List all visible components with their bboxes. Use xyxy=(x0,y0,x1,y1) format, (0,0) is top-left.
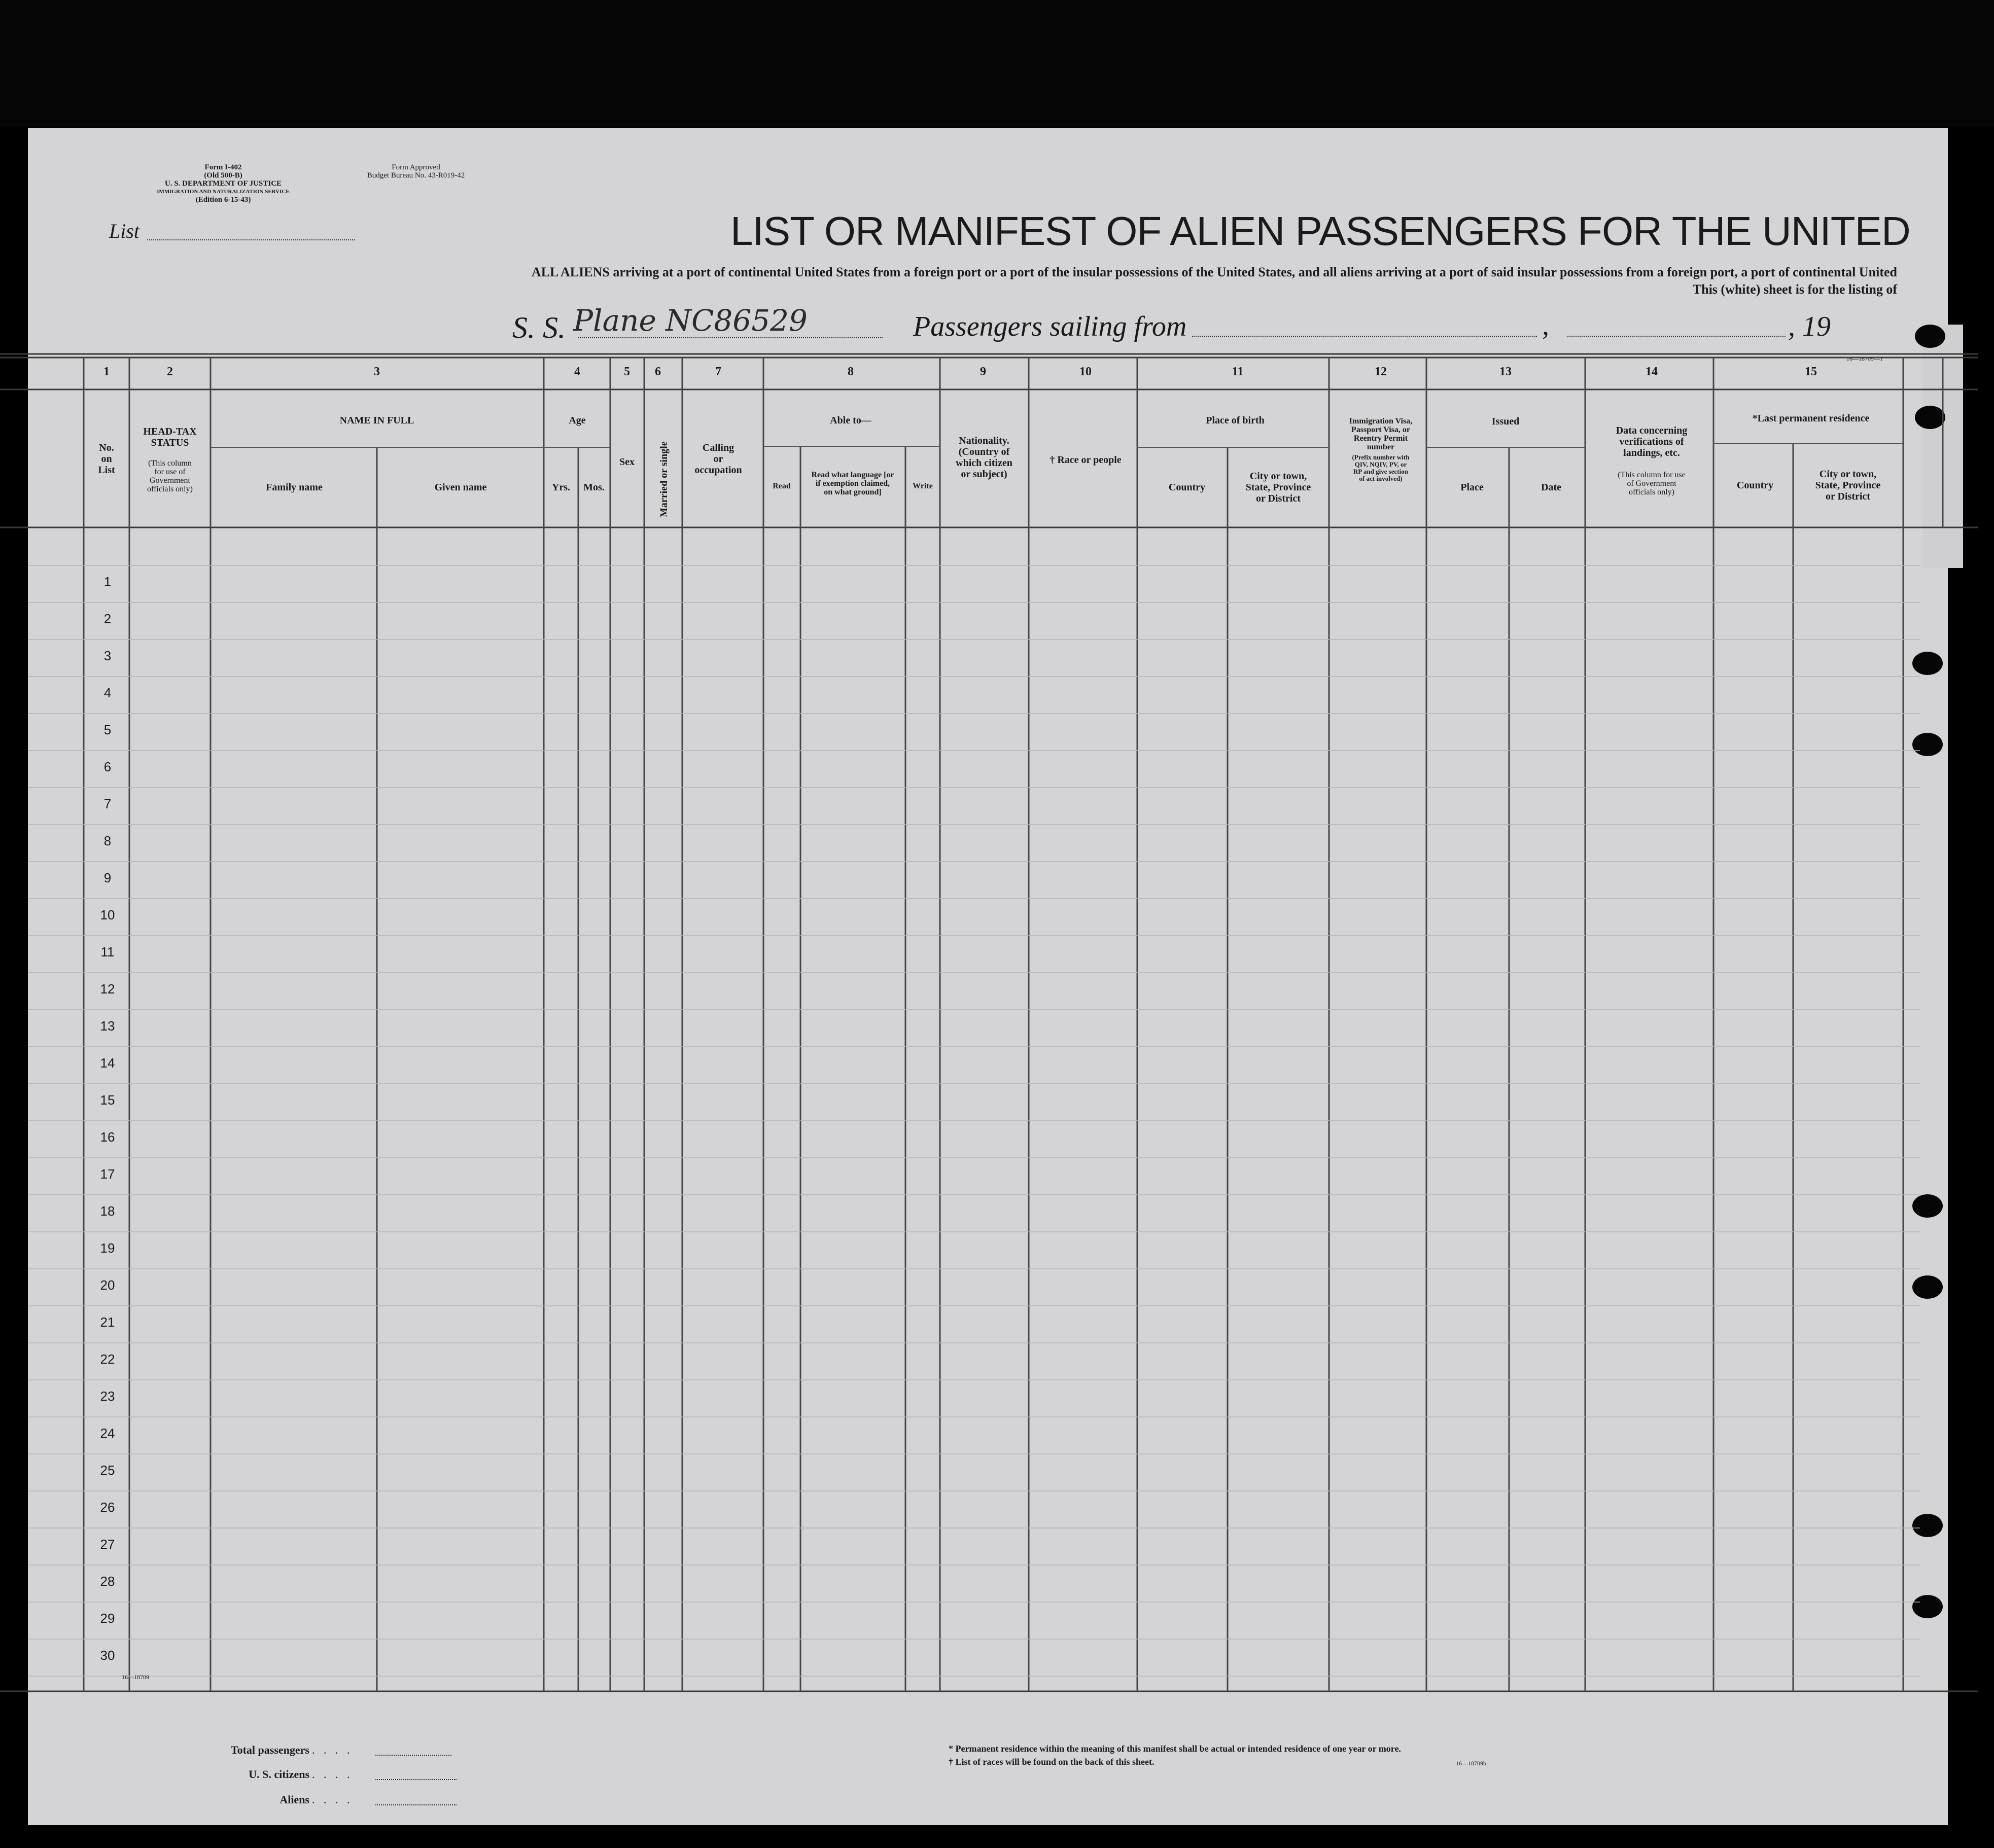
row-number: 29 xyxy=(100,1611,115,1626)
header-given-name: Given name xyxy=(434,482,487,493)
form-number: Form I-402 xyxy=(204,163,242,171)
column-number: 1 xyxy=(103,365,110,378)
header-read-language: Read what language [or if exemption claimed, on what ground] xyxy=(811,471,894,496)
column-number: 10 xyxy=(1079,365,1092,378)
aliens-label: Aliens xyxy=(279,1793,309,1806)
header-write: Write xyxy=(913,482,933,490)
department-name: U. S. DEPARTMENT OF JUSTICE xyxy=(164,180,282,188)
header-age-mos: Mos. xyxy=(583,482,605,493)
column-number: 14 xyxy=(1646,365,1658,378)
header-birth-country: Country xyxy=(1168,482,1206,493)
column-number: 13 xyxy=(1499,365,1512,378)
row-number: 2 xyxy=(103,611,112,626)
column-number: 4 xyxy=(574,365,580,378)
header-data-note: (This column for use of Government officials only) xyxy=(1618,471,1686,496)
row-number: 25 xyxy=(100,1463,115,1478)
header-calling-occupation: Calling or occupation xyxy=(694,442,742,476)
sailing-date-line xyxy=(1567,336,1786,337)
ss-label: S. S. xyxy=(512,311,566,344)
column-number: 12 xyxy=(1375,365,1387,378)
row-number: 8 xyxy=(103,833,112,848)
torn-right-edge xyxy=(1922,325,1963,568)
manifest-sheet xyxy=(28,128,1948,1825)
races-note: † List of races will be found on the back of this sheet. xyxy=(949,1757,1155,1767)
form-edition: (Edition 6-15-43) xyxy=(195,196,251,204)
row-number: 16 xyxy=(100,1129,115,1145)
total-passengers-line xyxy=(375,1755,451,1756)
header-residence-city: City or town, State, Province or District xyxy=(1815,469,1881,502)
row-number: 30 xyxy=(100,1648,115,1663)
header-able-to: Able to— xyxy=(830,415,871,426)
column-number: 2 xyxy=(167,365,173,378)
binder-hole xyxy=(1912,652,1943,675)
total-passengers-label: Total passengers xyxy=(230,1744,309,1756)
row-number: 4 xyxy=(103,685,112,700)
form-code: 16—18709—1 xyxy=(1846,355,1883,362)
row-number: 22 xyxy=(100,1352,115,1367)
header-residence-country: Country xyxy=(1736,480,1774,491)
binder-hole xyxy=(1912,1194,1943,1218)
binder-hole xyxy=(1915,325,1945,348)
ss-line xyxy=(578,337,883,338)
bottom-form-code: 16—18709 xyxy=(122,1674,149,1681)
row-number: 17 xyxy=(100,1166,115,1182)
sailing-port-line xyxy=(1192,336,1537,337)
row-number: 6 xyxy=(103,759,112,774)
column-number: 8 xyxy=(848,365,854,378)
aliens-line xyxy=(375,1804,457,1805)
header-issued: Issued xyxy=(1491,416,1520,427)
column-number: 5 xyxy=(624,365,630,378)
header-issued-date: Date xyxy=(1541,482,1561,493)
header-birth-city: City or town, State, Province or District xyxy=(1245,471,1311,504)
budget-bureau-number: Budget Bureau No. 43-R019-42 xyxy=(367,171,465,180)
form-approval xyxy=(330,163,502,180)
dots: . . . . xyxy=(312,1744,353,1756)
form-old-number: (Old 500-B) xyxy=(204,171,242,180)
row-number: 9 xyxy=(103,870,112,885)
header-head-tax-status: HEAD-TAX STATUS xyxy=(143,426,197,448)
header-head-tax-note: (This column for use of Government officials only) xyxy=(147,459,193,493)
column-number: 6 xyxy=(655,365,661,378)
permanent-residence-note: * Permanent residence within the meaning of this manifest shall be actual or intended residence of one year or more. xyxy=(949,1744,1401,1754)
binder-hole xyxy=(1915,406,1945,429)
passengers-sailing-label: Passengers sailing from xyxy=(913,311,1187,342)
form-identifier xyxy=(96,163,350,204)
header-family-name: Family name xyxy=(266,482,323,493)
service-name: IMMIGRATION AND NATURALIZATION SERVICE xyxy=(157,189,290,195)
row-number: 14 xyxy=(100,1055,115,1071)
row-number: 26 xyxy=(100,1500,115,1515)
header-sex: Sex xyxy=(619,456,635,468)
row-number: 18 xyxy=(100,1203,115,1219)
header-read: Read xyxy=(773,482,791,490)
row-number: 21 xyxy=(100,1314,115,1330)
binder-hole xyxy=(1912,1595,1943,1618)
row-number: 1 xyxy=(103,574,112,589)
binder-hole xyxy=(1912,1275,1943,1299)
header-age-yrs: Yrs. xyxy=(551,482,571,493)
comma: , xyxy=(1542,310,1549,341)
note-form-code: 16—18709b xyxy=(1456,1760,1486,1767)
header-data-concerning: Data concerning verifications of landings, etc. xyxy=(1616,425,1688,458)
row-number: 10 xyxy=(100,907,115,922)
approval-text: Form Approved xyxy=(392,163,440,171)
dots: . . . . xyxy=(312,1793,353,1806)
row-number: 13 xyxy=(100,1018,115,1034)
scan-top-edge xyxy=(0,0,1994,127)
header-race-or-people: † Race or people xyxy=(1050,454,1122,466)
row-number: 27 xyxy=(100,1537,115,1552)
row-number: 19 xyxy=(100,1240,115,1256)
column-number: 7 xyxy=(715,365,721,378)
column-number: 9 xyxy=(980,365,986,378)
year-label: , 19 xyxy=(1788,311,1831,342)
row-number: 24 xyxy=(100,1426,115,1441)
header-visa-number: Immigration Visa, Passport Visa, or Reentry Permit number xyxy=(1349,417,1413,451)
row-number: 23 xyxy=(100,1389,115,1404)
ss-handwritten-value: Plane NC86529 xyxy=(573,303,808,338)
header-place-of-birth: Place of birth xyxy=(1206,415,1265,426)
row-number: 7 xyxy=(103,796,112,811)
row-number: 15 xyxy=(100,1092,115,1108)
list-number-line xyxy=(147,239,355,240)
header-last-permanent-residence: *Last permanent residence xyxy=(1752,413,1870,424)
column-number: 11 xyxy=(1232,365,1244,378)
manifest-subtitle-continued: This (white) sheet is for the listing of xyxy=(1692,282,1897,297)
manifest-subtitle: ALL ALIENS arriving at a port of continental United States from a foreign port or a port of the insular possessions of the United States, and all aliens arriving at a port of said insular possessions from a foreign port, a port of continental United xyxy=(531,265,1897,279)
row-number: 5 xyxy=(103,722,112,737)
list-label: List xyxy=(109,220,140,242)
header-visa-note: (Prefix number with QIV, NQIV, PV, or RP and give section of act involved) xyxy=(1352,453,1410,482)
header-nationality: Nationality. (Country of which citizen or subject) xyxy=(956,435,1012,480)
header-age: Age xyxy=(569,415,586,426)
row-number: 3 xyxy=(103,648,112,663)
us-citizens-line xyxy=(375,1779,457,1780)
header-no-on-list: No. on List xyxy=(98,442,115,476)
binder-hole xyxy=(1912,1514,1943,1537)
column-number: 3 xyxy=(374,365,380,378)
header-married-or-single: Married or single xyxy=(658,441,670,517)
binder-hole xyxy=(1912,733,1943,756)
us-citizens-label: U. S. citizens xyxy=(249,1768,309,1781)
row-number: 12 xyxy=(100,981,115,997)
manifest-title: LIST OR MANIFEST OF ALIEN PASSENGERS FOR THE UNITED xyxy=(730,208,1910,254)
row-number: 28 xyxy=(100,1574,115,1589)
row-number: 11 xyxy=(100,944,115,959)
row-number: 20 xyxy=(100,1277,115,1293)
column-number: 15 xyxy=(1805,365,1817,378)
dots: . . . . xyxy=(312,1768,353,1781)
header-issued-place: Place xyxy=(1460,482,1484,493)
header-name-in-full: NAME IN FULL xyxy=(339,415,414,426)
